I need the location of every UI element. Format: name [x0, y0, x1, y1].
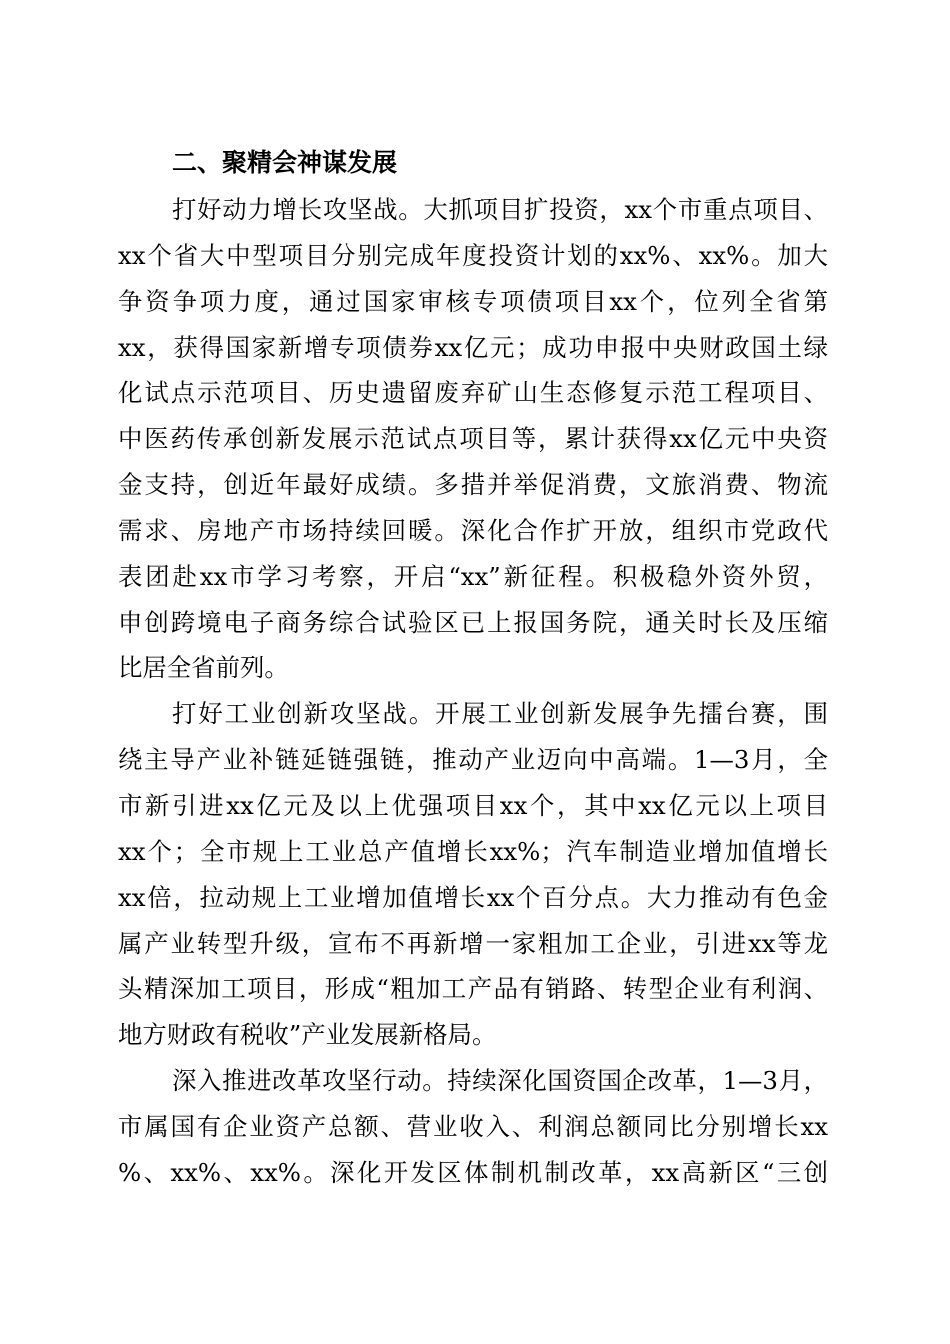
text-line: 表团赴xx市学习考察，开启“xx”新征程。积极稳外资外贸，	[118, 561, 828, 591]
body-text	[118, 187, 828, 1196]
text-line: 打好工业创新攻坚战。开展工业创新发展争先擂台赛，围	[172, 699, 828, 729]
text-line: 比居全省前列。	[118, 653, 289, 683]
text-line: 争资争项力度，通过国家审核专项债项目xx个，位列全省第	[118, 286, 828, 316]
text-line: xx，获得国家新增专项债券xx亿元；成功申报中央财政国土绿	[118, 332, 828, 362]
text-line: 中医药传承创新发展示范试点项目等，累计获得xx亿元中央资	[118, 424, 828, 454]
paragraph-reform	[118, 1058, 828, 1196]
text-line: xx个省大中型项目分别完成年度投资计划的xx%、xx%。加大	[118, 240, 828, 270]
text-line: 需求、房地产市场持续回暖。深化合作扩开放，组织市党政代	[118, 515, 828, 545]
text-line: 深入推进改革攻坚行动。持续深化国资国企改革，1—3月，	[172, 1066, 828, 1096]
text-line: 市属国有企业资产总额、营业收入、利润总额同比分别增长xx	[118, 1111, 828, 1141]
text-line: %、xx%、xx%。深化开发区体制机制改革，xx高新区“三创	[118, 1157, 828, 1187]
text-line: 金支持，创近年最好成绩。多措并举促消费，文旅消费、物流	[118, 470, 828, 500]
text-line: xx个；全市规上工业总产值增长xx%；汽车制造业增加值增长	[118, 836, 828, 866]
paragraph-investment	[118, 187, 828, 691]
text-line: 头精深加工项目，形成“粗加工产品有销路、转型企业有利润、	[118, 974, 828, 1004]
text-line: 属产业转型升级，宣布不再新增一家粗加工企业，引进xx等龙	[118, 928, 828, 958]
text-line: 市新引进xx亿元及以上优强项目xx个，其中xx亿元以上项目	[118, 790, 828, 820]
text-line: xx倍，拉动规上工业增加值增长xx个百分点。大力推动有色金	[118, 882, 828, 912]
text-line: 申创跨境电子商务综合试验区已上报国务院，通关时长及压缩	[118, 607, 828, 637]
paragraph-industry	[118, 691, 828, 1058]
text-line: 绕主导产业补链延链强链，推动产业迈向中高端。1—3月，全	[118, 745, 828, 775]
text-line: 化试点示范项目、历史遗留废弃矿山生态修复示范工程项目、	[118, 378, 828, 408]
text-line: 打好动力增长攻坚战。大抓项目扩投资，xx个市重点项目、	[172, 195, 828, 224]
text-line: 地方财政有税收”产业发展新格局。	[118, 1020, 497, 1050]
section-heading: 二、聚精会神谋发展	[172, 148, 398, 177]
